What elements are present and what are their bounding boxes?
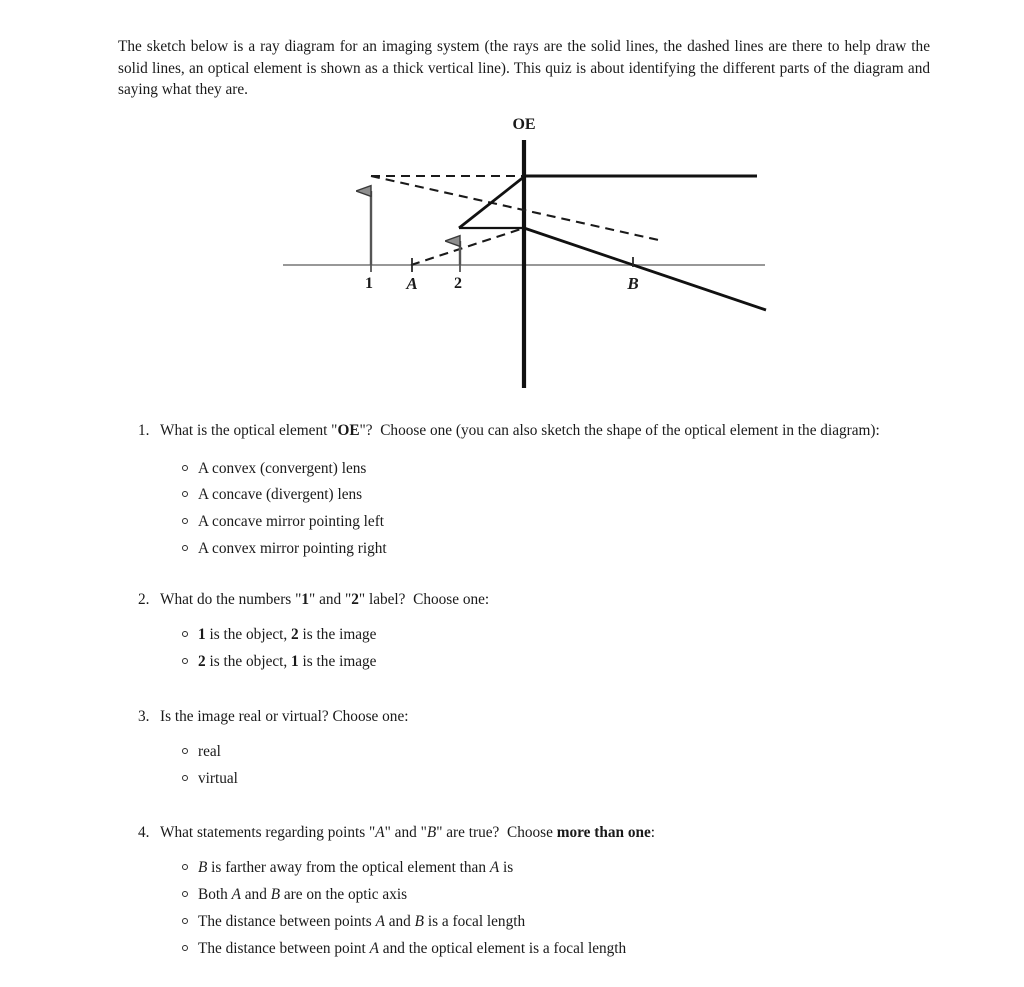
option-convex-mirror-right[interactable]	[0, 536, 1024, 563]
option-1-object-2-image[interactable]	[0, 622, 1024, 649]
label-optical-element: OE	[512, 116, 536, 133]
radio-bullet-icon[interactable]	[182, 518, 188, 524]
dashed-focal-ray	[411, 228, 524, 265]
question-4-options	[0, 855, 1024, 962]
option-virtual[interactable]	[0, 766, 1024, 793]
ray-diagram-figure	[0, 105, 1024, 405]
radio-bullet-icon[interactable]	[182, 545, 188, 551]
radio-bullet-icon[interactable]	[182, 465, 188, 471]
radio-bullet-icon[interactable]	[182, 491, 188, 497]
question-1-oe-token: OE	[337, 422, 360, 439]
option-label: A concave (divergent) lens	[198, 486, 363, 504]
question-2-number: 2.	[138, 590, 150, 608]
question-1-prompt-row	[0, 420, 1024, 442]
option-distance-a-b-focal[interactable]	[0, 909, 1024, 936]
radio-bullet-icon[interactable]	[182, 658, 188, 664]
checkbox-bullet-icon[interactable]	[182, 864, 188, 870]
question-4-prompt-row	[0, 822, 1024, 844]
option-label: virtual	[198, 770, 238, 788]
question-4	[0, 822, 1024, 963]
checkbox-bullet-icon[interactable]	[182, 918, 188, 924]
radio-bullet-icon[interactable]	[182, 631, 188, 637]
question-1	[0, 420, 1024, 563]
checkbox-bullet-icon[interactable]	[182, 945, 188, 951]
option-label: B is farther away from the optical element than A is	[198, 859, 514, 877]
question-3	[0, 706, 1024, 793]
question-2	[0, 589, 1024, 676]
option-label: 1 is the object, 2 is the image	[198, 626, 377, 644]
option-label: A concave mirror pointing left	[198, 513, 385, 531]
question-1-options	[0, 456, 1024, 563]
option-2-object-1-image[interactable]	[0, 649, 1024, 676]
option-both-on-optic-axis[interactable]	[0, 882, 1024, 909]
radio-bullet-icon[interactable]	[182, 775, 188, 781]
option-label: Both A and B are on the optic axis	[198, 886, 408, 904]
question-2-prompt: What do the numbers "1" and "2" label? Choose one:	[160, 590, 490, 608]
option-label: The distance between points A and B is a focal length	[198, 912, 526, 930]
checkbox-bullet-icon[interactable]	[182, 891, 188, 897]
option-label: The distance between point A and the optical element is a focal length	[198, 939, 627, 957]
option-label: real	[198, 743, 221, 761]
option-distance-a-oe-focal[interactable]	[0, 936, 1024, 963]
option-label: A convex mirror pointing right	[198, 539, 387, 557]
question-2-options	[0, 622, 1024, 676]
option-concave-mirror-left[interactable]	[0, 509, 1024, 536]
intro-paragraph: The sketch below is a ray diagram for an imaging system (the rays are the solid lines, the dashed lines are there to help draw the solid lines, an optical element is shown as a thick vertical line). This quiz is about identifying the different parts of the diagram and saying what they are.	[118, 38, 930, 98]
option-b-farther-than-a[interactable]	[0, 855, 1024, 882]
label-point-b: B	[627, 274, 639, 293]
questions-list	[0, 420, 1024, 963]
option-convex-lens[interactable]	[0, 456, 1024, 483]
solid-refracted-ray	[524, 228, 766, 310]
option-real[interactable]	[0, 739, 1024, 766]
label-image-2: 2	[454, 275, 462, 292]
question-2-prompt-row	[0, 589, 1024, 611]
solid-ray-image-to-oe	[459, 176, 525, 228]
question-4-number: 4.	[138, 823, 150, 841]
label-object-1: 1	[365, 275, 373, 292]
question-3-number: 3.	[138, 707, 150, 725]
question-4-prompt: What statements regarding points "A" and "B" are true? Choose more than one:	[160, 823, 656, 841]
option-concave-lens[interactable]	[0, 482, 1024, 509]
question-1-prompt: What is the optical element "OE"? Choose one (you can also sketch the shape of the optical element in the diagram):	[160, 422, 880, 439]
question-3-options	[0, 739, 1024, 793]
question-3-prompt-row	[0, 706, 1024, 728]
option-label: 2 is the object, 1 is the image	[198, 652, 377, 670]
radio-bullet-icon[interactable]	[182, 748, 188, 754]
question-3-prompt: Is the image real or virtual? Choose one:	[160, 707, 409, 725]
option-label: A convex (convergent) lens	[198, 459, 367, 477]
question-1-number: 1.	[138, 422, 150, 439]
label-point-a: A	[406, 274, 418, 293]
